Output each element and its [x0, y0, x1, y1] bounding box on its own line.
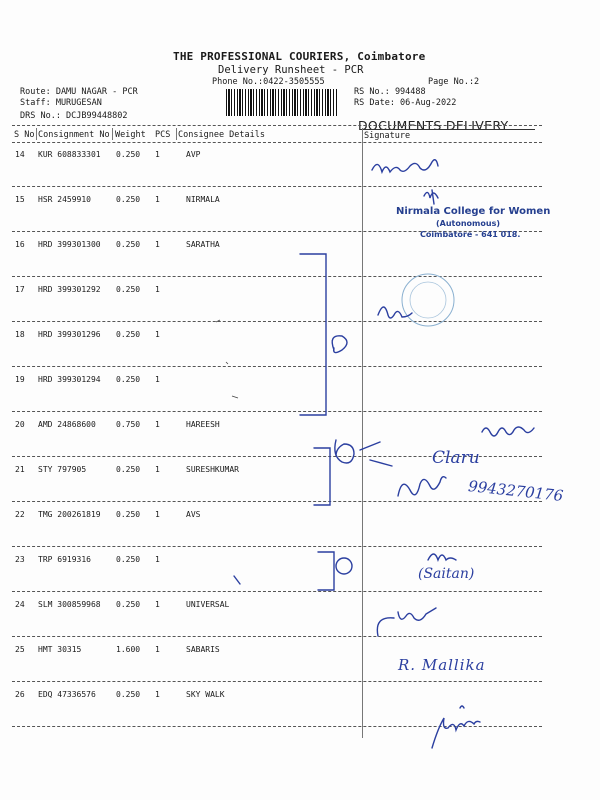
row-sno: 16 — [15, 240, 25, 249]
row-weight: 0.250 — [116, 510, 141, 519]
col-weight: Weight — [115, 130, 146, 140]
row-consignment-no: AMD 24868600 — [38, 420, 96, 429]
row-consignment-no: STY 797905 — [38, 465, 87, 474]
row-consignee: AVS — [186, 510, 201, 519]
row-consignee: NIRMALA — [186, 195, 220, 204]
row-pcs: 1 — [155, 465, 160, 474]
row-consignee: SKY WALK — [186, 690, 225, 699]
stamp-line-3: Coimbatore - 641 018. — [420, 230, 521, 239]
signature-row-15 — [424, 190, 438, 204]
row-pcs: 1 — [155, 645, 160, 654]
bracket-23 — [318, 552, 334, 590]
row-consignment-no: HSR 2459910 — [38, 195, 91, 204]
staff: Staff: MURUGESAN — [20, 98, 102, 108]
row-consignment-no: HRD 399301296 — [38, 330, 101, 339]
bracket-16-19 — [300, 254, 326, 415]
row-weight: 0.750 — [116, 420, 141, 429]
col-pcs: PCS — [155, 130, 171, 140]
row-sno: 22 — [15, 510, 25, 519]
handwritten-name-saitan: (Saitan) — [418, 566, 475, 582]
row-weight: 0.250 — [116, 465, 141, 474]
row-sno: 25 — [15, 645, 25, 654]
signature-row-21 — [398, 477, 446, 496]
col-sno: S No — [14, 130, 35, 140]
handwritten-name-mallika: R. Mallika — [398, 656, 486, 674]
page-number: Page No.:2 — [428, 77, 480, 87]
row-weight: 0.250 — [116, 330, 141, 339]
row-consignment-no: TRP 6919316 — [38, 555, 91, 564]
row-sno: 18 — [15, 330, 25, 339]
runsheet-subtitle: Delivery Runsheet - PCR — [218, 64, 364, 76]
documents-delivery-heading: DOCUMENTS DELIVERY — [358, 118, 509, 133]
phone-number: Phone No.:0422-3505555 — [212, 77, 325, 87]
row-weight: 0.250 — [116, 150, 141, 159]
row-weight: 0.250 — [116, 555, 141, 564]
row-sno: 14 — [15, 150, 25, 159]
row-pcs: 1 — [155, 375, 160, 384]
row-consignment-no: EDQ 47336576 — [38, 690, 96, 699]
signature-row-23 — [428, 554, 456, 560]
row-consignee: AVP — [186, 150, 201, 159]
row-pcs: 1 — [155, 510, 160, 519]
row-sno: 17 — [15, 285, 25, 294]
route: Route: DAMU NAGAR - PCR — [20, 87, 138, 97]
signature-row-26 — [432, 718, 480, 748]
rs-date: RS Date: 06-Aug-2022 — [354, 98, 457, 108]
row-weight: 0.250 — [116, 690, 141, 699]
row-consignment-no: HRD 399301294 — [38, 375, 101, 384]
row-consignment-no: HRD 399301300 — [38, 240, 101, 249]
row-weight: 0.250 — [116, 285, 141, 294]
row-sno: 26 — [15, 690, 25, 699]
row-weight: 0.250 — [116, 240, 141, 249]
row-sno: 15 — [15, 195, 25, 204]
signature-row-20-tamil — [482, 427, 534, 436]
row-weight: 0.250 — [116, 195, 141, 204]
row-consignment-no: TMG 200261819 — [38, 510, 101, 519]
row-weight: 0.250 — [116, 600, 141, 609]
row-sno: 24 — [15, 600, 25, 609]
row-consignee: SARATHA — [186, 240, 220, 249]
row-pcs: 1 — [155, 240, 160, 249]
col-consignment: Consignment No — [38, 130, 110, 140]
row-sno: 21 — [15, 465, 25, 474]
signature-row-14 — [372, 160, 438, 172]
row-pcs: 1 — [155, 195, 160, 204]
row-pcs: 1 — [155, 690, 160, 699]
row-pcs: 1 — [155, 150, 160, 159]
row-consignment-no: SLM 300859968 — [38, 600, 101, 609]
row-consignee: HAREESH — [186, 420, 220, 429]
row-pcs: 1 — [155, 330, 160, 339]
row-consignee: SURESHKUMAR — [186, 465, 239, 474]
row-weight: 1.600 — [116, 645, 141, 654]
row-sno: 19 — [15, 375, 25, 384]
col-signature: Signature — [364, 131, 411, 141]
signature-row-17 — [378, 307, 412, 318]
row-consignment-no: KUR 608833301 — [38, 150, 101, 159]
stamp-line-1: Nirmala College for Women — [396, 206, 551, 217]
signature-row-24 — [377, 608, 436, 636]
row-consignee: SABARIS — [186, 645, 220, 654]
bracket-20-22 — [314, 448, 330, 505]
drs-number: DRS No.: DCJB99448802 — [20, 111, 128, 121]
row-consignment-no: HMT 30315 — [38, 645, 82, 654]
row-weight: 0.250 — [116, 375, 141, 384]
row-pcs: 1 — [155, 420, 160, 429]
row-pcs: 1 — [155, 555, 160, 564]
col-consignee: Consignee Details — [178, 130, 265, 140]
row-sno: 20 — [15, 420, 25, 429]
rs-number: RS No.: 994488 — [354, 87, 426, 97]
row-consignee: UNIVERSAL — [186, 600, 230, 609]
stamp-line-2: (Autonomous) — [436, 219, 500, 228]
handwritten-name-claru: Claru — [432, 448, 480, 468]
company-title: THE PROFESSIONAL COURIERS, Coimbatore — [173, 50, 426, 63]
row-pcs: 1 — [155, 285, 160, 294]
row-pcs: 1 — [155, 600, 160, 609]
row-sno: 23 — [15, 555, 25, 564]
row-consignment-no: HRD 399301292 — [38, 285, 101, 294]
handwritten-phone: 9943270176 — [467, 477, 565, 505]
